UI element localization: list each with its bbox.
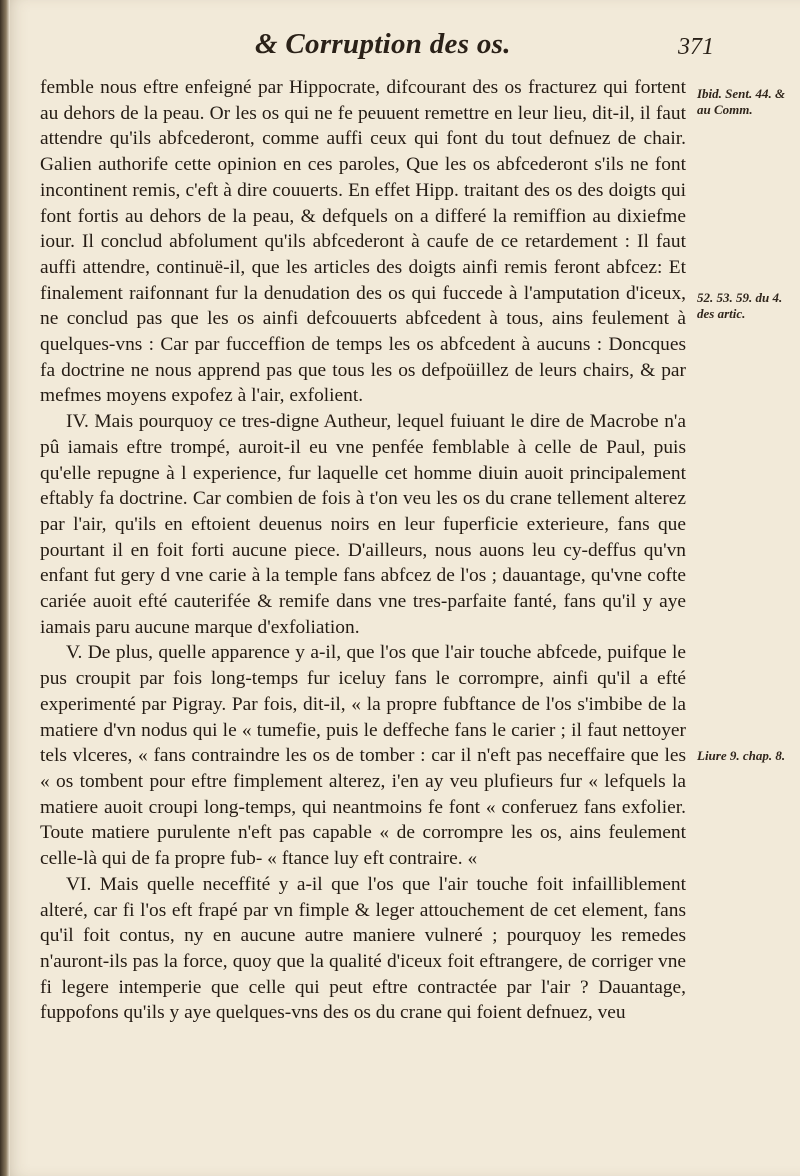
margin-note: Ibid. Sent. 44. & au Comm.: [697, 86, 786, 117]
page-gutter: [0, 0, 10, 1176]
paragraph-iv: IV. Mais pourquoy ce tres-digne Autheur, lequel fuiuant le dire de Macrobe n'a pû iamais eftre trompé, auroit-il eu vne penfée femblable à celle de Paul, puis qu'elle repugne à l experience, fur laquelle cet homme diuin auoit principalement eftably fa doctrine. Car combien de fois à t'on veu les os du crane tellement alterez par l'air, qu'ils en eftoient deuenus noirs en leur fuperficie exterieure, fans que pourtant il en foit forti aucune piece. D'ailleurs, nous auons leu cy-deffus qu'vn enfant fut gery d vne carie à la temple fans abfcez de l'os ; dauantage, qu'vne cofte cariée auoit efté cauterifée & remife dans vne tres-parfaite fanté, fans qu'il y aye iamais paru aucune marque d'exfoliation.: [40, 411, 686, 638]
paragraph-v: V. De plus, quelle apparence y a-il, que l'os que l'air touche abfcede, puifque le pus croupit par fois long-temps fur iceluy fans le corrompre, ainfi qu'il a efté experimenté par Pigray. Par fois, dit-il, « la propre fubftance de l'os s'imbibe de la matiere d'vn nodus qui le « tumefie, puis le deffeche fans le carier ; il faut nettoyer tels vlceres, « fans contraindre les os de tomber : car il n'eft pas neceffaire que les « os tombent pour eftre fimplement alterez, i'en ay veu plufieurs fur « lefquels la matiere auoit croupi long-temps, qui neantmoins fe font « conferuez fans exfolier. Toute matiere purulente n'eft pas capable « de corrompre les os, ains feulement celle-là qui de fa propre fub- « ftance luy eft contraire. «: [40, 642, 686, 870]
paragraph-vi: VI. Mais quelle neceffité y a-il que l'os que l'air touche foit infailliblement alteré, car fi l'os eft frapé par vn fimple & leger attouchement de cet element, fans qu'il foit contus, ny en aucune autre maniere vulneré ; pourquoy les remedes n'auront-ils pas la force, quoy que la qualité d'iceux foit eftrangere, de corriger vne fi legere intemperie que celle qui peut eftre contractée par l'air ? Dauantage, fuppofons qu'ils y aye quelques-vns des os du crane qui foient defnuez, veu: [40, 873, 686, 1024]
margin-note: 52. 53. 59. du 4. des artic.: [697, 290, 783, 321]
paragraph-continued: femble nous eftre enfeigné par Hippocrate, difcourant des os fracturez qui fortent au dehors de la peau. Or les os qui ne fe peuuent remettre en leur lieu, dit-il, il faut attendre qu'ils abfcederont, comme auffi ceux qui font du tout defnuez de chair. Galien authorife cette opinion en ces paroles, Que les os abfcederont s'ils ne font incontinent remis, c'eft à dire couuerts. En effet Hipp. traitant des os des doigts qui font fortis au dehors de la peau, & defquels on a differé la remiffion au dixiefme iour. Il conclud abfolument qu'ils abfcederont à caufe de ce retardement : Il faut auffi attendre, continuë-il, que les articles des doigts ainfi remis feront abfcez: Et finalement raifonnant fur la denudation des os qui fuccede à l'amputation d'iceux, ne conclud pas que les os ainfi defcouuerts abfcedent à tous, ains feulement à quelques-vns : Car par fucceffion de temps les os abfcedent à aucuns : Doncques fa doctrine ne nous apprend pas que tous les os defpoüillez de leurs chairs, & par mefmes moyens expofez à l'air, exfolient.: [40, 77, 686, 407]
body-text: [40, 75, 686, 1026]
page-header: [0, 22, 800, 72]
page-number: 371: [678, 34, 714, 60]
running-title: & Corruption des os.: [255, 28, 511, 60]
margin-note: Liure 9. chap. 8.: [697, 748, 786, 763]
